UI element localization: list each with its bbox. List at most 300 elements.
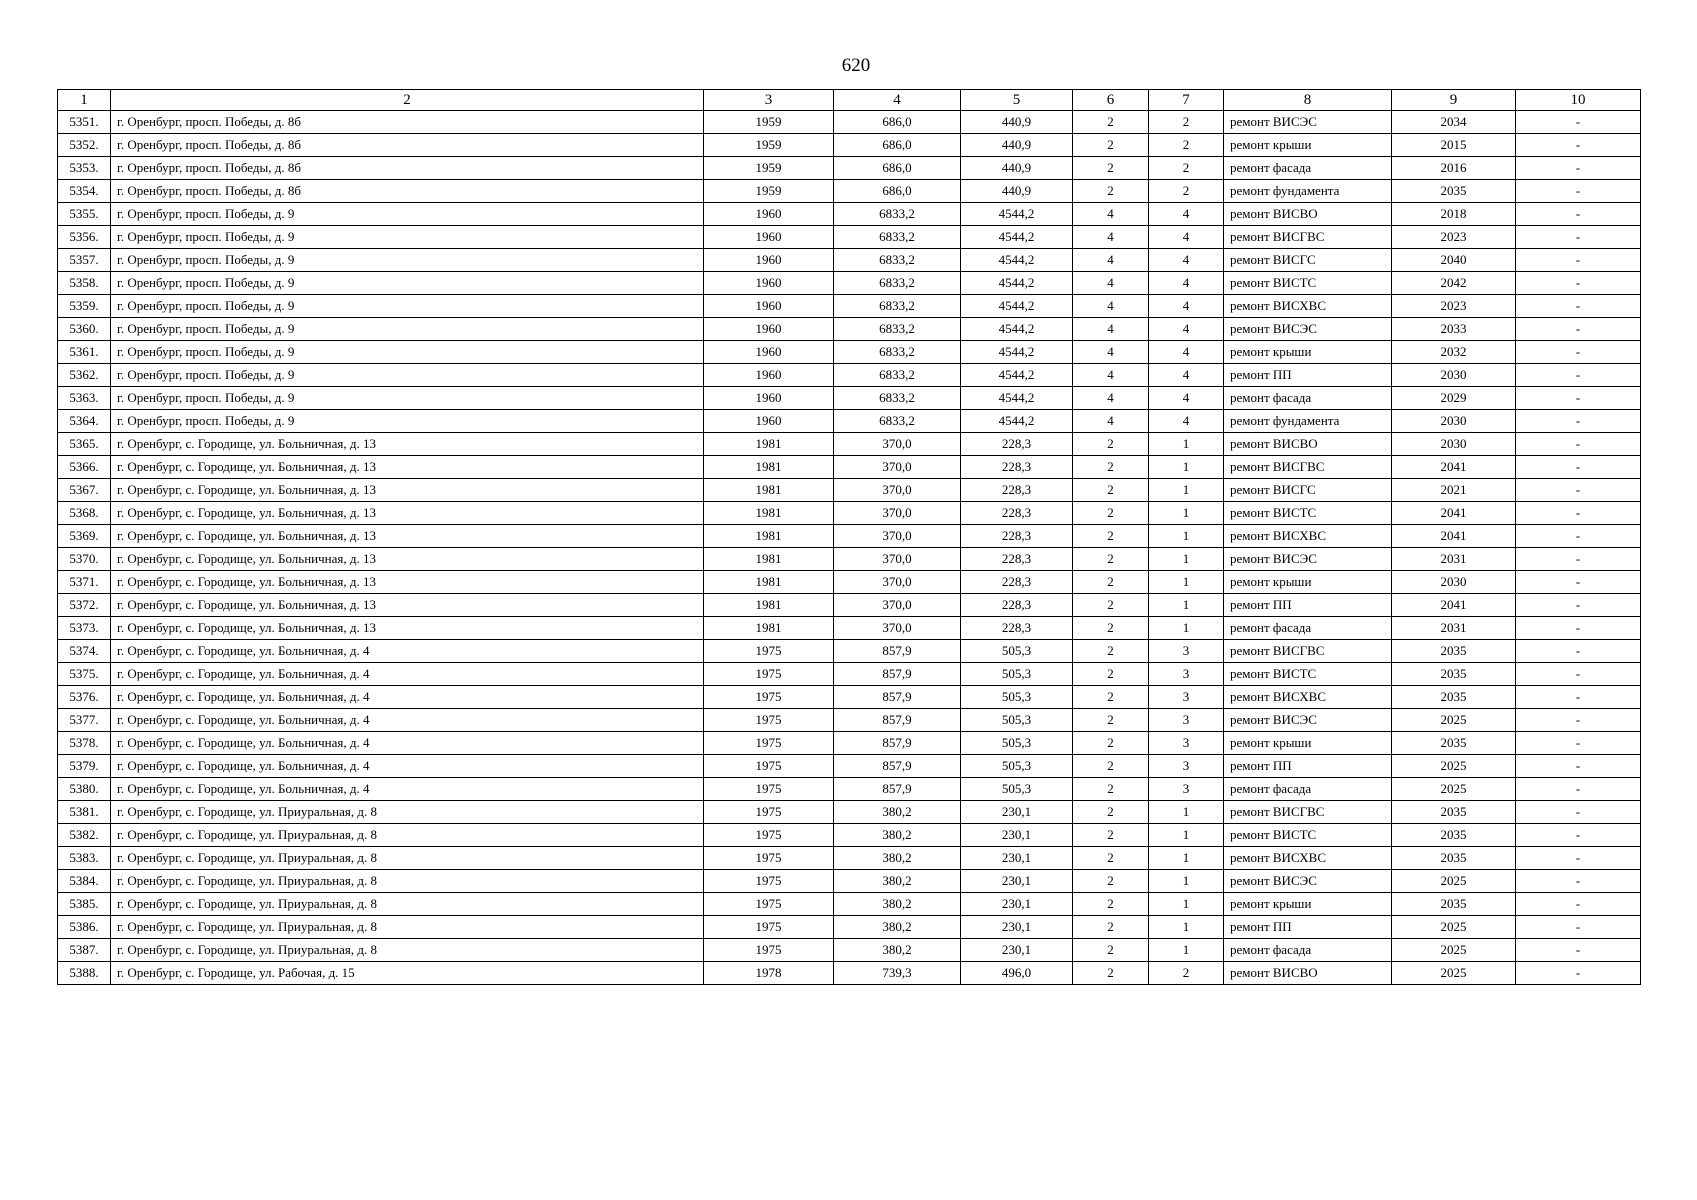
table-row bbox=[58, 571, 1641, 594]
cell-build-year: 1960 bbox=[704, 387, 834, 410]
cell-total-area: 6833,2 bbox=[834, 364, 961, 387]
cell-total-area: 857,9 bbox=[834, 709, 961, 732]
table-row bbox=[58, 686, 1641, 709]
cell-build-year: 1960 bbox=[704, 272, 834, 295]
cell-total-area: 380,2 bbox=[834, 893, 961, 916]
cell-build-year: 1975 bbox=[704, 847, 834, 870]
cell-row-number: 5356. bbox=[58, 226, 111, 249]
cell-build-year: 1981 bbox=[704, 617, 834, 640]
cell-work-type: ремонт ПП bbox=[1224, 916, 1392, 939]
cell-living-area: 228,3 bbox=[961, 502, 1073, 525]
cell-living-area: 4544,2 bbox=[961, 318, 1073, 341]
cell-entrances: 3 bbox=[1149, 663, 1224, 686]
cell-living-area: 4544,2 bbox=[961, 364, 1073, 387]
cell-planned-year: 2035 bbox=[1392, 640, 1516, 663]
cell-work-type: ремонт ВИСЭС bbox=[1224, 870, 1392, 893]
cell-row-number: 5359. bbox=[58, 295, 111, 318]
cell-floors: 2 bbox=[1073, 594, 1149, 617]
cell-planned-year: 2031 bbox=[1392, 548, 1516, 571]
cell-floors: 4 bbox=[1073, 410, 1149, 433]
cell-row-number: 5365. bbox=[58, 433, 111, 456]
cell-floors: 2 bbox=[1073, 640, 1149, 663]
cell-entrances: 1 bbox=[1149, 617, 1224, 640]
cell-work-type: ремонт фасада bbox=[1224, 939, 1392, 962]
cell-living-area: 4544,2 bbox=[961, 226, 1073, 249]
cell-floors: 2 bbox=[1073, 548, 1149, 571]
cell-build-year: 1960 bbox=[704, 249, 834, 272]
cell-work-type: ремонт ВИСГВС bbox=[1224, 226, 1392, 249]
cell-note: - bbox=[1516, 893, 1641, 916]
cell-total-area: 686,0 bbox=[834, 134, 961, 157]
cell-note: - bbox=[1516, 364, 1641, 387]
cell-floors: 2 bbox=[1073, 778, 1149, 801]
cell-build-year: 1981 bbox=[704, 571, 834, 594]
cell-build-year: 1975 bbox=[704, 686, 834, 709]
cell-living-area: 505,3 bbox=[961, 663, 1073, 686]
cell-address: г. Оренбург, просп. Победы, д. 9 bbox=[111, 387, 704, 410]
cell-note: - bbox=[1516, 318, 1641, 341]
cell-total-area: 857,9 bbox=[834, 686, 961, 709]
cell-note: - bbox=[1516, 410, 1641, 433]
cell-build-year: 1975 bbox=[704, 709, 834, 732]
cell-living-area: 4544,2 bbox=[961, 272, 1073, 295]
table-row bbox=[58, 870, 1641, 893]
table-body bbox=[58, 111, 1641, 985]
cell-planned-year: 2032 bbox=[1392, 341, 1516, 364]
cell-build-year: 1960 bbox=[704, 318, 834, 341]
cell-note: - bbox=[1516, 847, 1641, 870]
cell-address: г. Оренбург, с. Городище, ул. Приуральная, д. 8 bbox=[111, 870, 704, 893]
cell-row-number: 5380. bbox=[58, 778, 111, 801]
cell-note: - bbox=[1516, 640, 1641, 663]
cell-work-type: ремонт крыши bbox=[1224, 134, 1392, 157]
cell-living-area: 230,1 bbox=[961, 824, 1073, 847]
cell-note: - bbox=[1516, 111, 1641, 134]
table-row bbox=[58, 525, 1641, 548]
cell-entrances: 3 bbox=[1149, 778, 1224, 801]
table-row bbox=[58, 939, 1641, 962]
table-row bbox=[58, 847, 1641, 870]
column-header-5: 5 bbox=[961, 90, 1073, 111]
cell-floors: 2 bbox=[1073, 525, 1149, 548]
cell-total-area: 6833,2 bbox=[834, 410, 961, 433]
cell-row-number: 5355. bbox=[58, 203, 111, 226]
cell-total-area: 370,0 bbox=[834, 479, 961, 502]
cell-work-type: ремонт крыши bbox=[1224, 893, 1392, 916]
cell-build-year: 1959 bbox=[704, 157, 834, 180]
cell-floors: 4 bbox=[1073, 226, 1149, 249]
cell-total-area: 857,9 bbox=[834, 778, 961, 801]
cell-address: г. Оренбург, с. Городище, ул. Больничная, д. 13 bbox=[111, 479, 704, 502]
cell-address: г. Оренбург, с. Городище, ул. Приуральная, д. 8 bbox=[111, 939, 704, 962]
column-header-7: 7 bbox=[1149, 90, 1224, 111]
table-row bbox=[58, 594, 1641, 617]
cell-work-type: ремонт фундамента bbox=[1224, 410, 1392, 433]
cell-floors: 4 bbox=[1073, 364, 1149, 387]
cell-build-year: 1981 bbox=[704, 502, 834, 525]
cell-total-area: 370,0 bbox=[834, 433, 961, 456]
cell-row-number: 5362. bbox=[58, 364, 111, 387]
cell-floors: 2 bbox=[1073, 571, 1149, 594]
cell-build-year: 1975 bbox=[704, 916, 834, 939]
table-row bbox=[58, 916, 1641, 939]
cell-address: г. Оренбург, с. Городище, ул. Приуральная, д. 8 bbox=[111, 847, 704, 870]
cell-entrances: 3 bbox=[1149, 686, 1224, 709]
cell-address: г. Оренбург, с. Городище, ул. Больничная, д. 13 bbox=[111, 617, 704, 640]
cell-address: г. Оренбург, с. Городище, ул. Больничная, д. 4 bbox=[111, 709, 704, 732]
cell-work-type: ремонт ВИСГС bbox=[1224, 249, 1392, 272]
cell-total-area: 6833,2 bbox=[834, 341, 961, 364]
cell-row-number: 5368. bbox=[58, 502, 111, 525]
cell-entrances: 2 bbox=[1149, 180, 1224, 203]
cell-note: - bbox=[1516, 180, 1641, 203]
cell-build-year: 1959 bbox=[704, 180, 834, 203]
cell-planned-year: 2041 bbox=[1392, 502, 1516, 525]
cell-living-area: 4544,2 bbox=[961, 341, 1073, 364]
cell-planned-year: 2042 bbox=[1392, 272, 1516, 295]
cell-planned-year: 2035 bbox=[1392, 732, 1516, 755]
cell-row-number: 5374. bbox=[58, 640, 111, 663]
cell-build-year: 1975 bbox=[704, 939, 834, 962]
table-row bbox=[58, 157, 1641, 180]
table-row bbox=[58, 479, 1641, 502]
cell-living-area: 228,3 bbox=[961, 433, 1073, 456]
cell-work-type: ремонт фасада bbox=[1224, 157, 1392, 180]
cell-work-type: ремонт ВИСЭС bbox=[1224, 548, 1392, 571]
table-row bbox=[58, 617, 1641, 640]
cell-entrances: 3 bbox=[1149, 709, 1224, 732]
cell-floors: 2 bbox=[1073, 755, 1149, 778]
cell-living-area: 440,9 bbox=[961, 157, 1073, 180]
table-row bbox=[58, 226, 1641, 249]
cell-note: - bbox=[1516, 272, 1641, 295]
cell-work-type: ремонт ВИСХВС bbox=[1224, 295, 1392, 318]
cell-living-area: 505,3 bbox=[961, 640, 1073, 663]
cell-planned-year: 2030 bbox=[1392, 410, 1516, 433]
cell-floors: 2 bbox=[1073, 732, 1149, 755]
cell-entrances: 1 bbox=[1149, 824, 1224, 847]
table-row bbox=[58, 111, 1641, 134]
cell-address: г. Оренбург, с. Городище, ул. Больничная, д. 13 bbox=[111, 594, 704, 617]
cell-total-area: 380,2 bbox=[834, 870, 961, 893]
cell-address: г. Оренбург, с. Городище, ул. Больничная, д. 13 bbox=[111, 571, 704, 594]
cell-entrances: 4 bbox=[1149, 203, 1224, 226]
cell-note: - bbox=[1516, 479, 1641, 502]
cell-living-area: 505,3 bbox=[961, 709, 1073, 732]
cell-total-area: 6833,2 bbox=[834, 226, 961, 249]
cell-address: г. Оренбург, с. Городище, ул. Больничная, д. 13 bbox=[111, 456, 704, 479]
cell-row-number: 5371. bbox=[58, 571, 111, 594]
cell-floors: 2 bbox=[1073, 663, 1149, 686]
cell-note: - bbox=[1516, 801, 1641, 824]
cell-entrances: 2 bbox=[1149, 962, 1224, 985]
cell-build-year: 1975 bbox=[704, 778, 834, 801]
cell-note: - bbox=[1516, 617, 1641, 640]
cell-row-number: 5361. bbox=[58, 341, 111, 364]
table-row bbox=[58, 663, 1641, 686]
column-header-10: 10 bbox=[1516, 90, 1641, 111]
cell-floors: 2 bbox=[1073, 111, 1149, 134]
cell-work-type: ремонт ВИСГВС bbox=[1224, 801, 1392, 824]
cell-floors: 4 bbox=[1073, 341, 1149, 364]
cell-entrances: 3 bbox=[1149, 640, 1224, 663]
cell-planned-year: 2025 bbox=[1392, 778, 1516, 801]
cell-floors: 4 bbox=[1073, 318, 1149, 341]
cell-build-year: 1959 bbox=[704, 134, 834, 157]
cell-work-type: ремонт фасада bbox=[1224, 387, 1392, 410]
cell-total-area: 6833,2 bbox=[834, 295, 961, 318]
cell-floors: 2 bbox=[1073, 709, 1149, 732]
cell-row-number: 5372. bbox=[58, 594, 111, 617]
cell-address: г. Оренбург, с. Городище, ул. Больничная, д. 4 bbox=[111, 640, 704, 663]
cell-planned-year: 2030 bbox=[1392, 571, 1516, 594]
cell-total-area: 370,0 bbox=[834, 502, 961, 525]
cell-row-number: 5353. bbox=[58, 157, 111, 180]
cell-note: - bbox=[1516, 341, 1641, 364]
cell-row-number: 5382. bbox=[58, 824, 111, 847]
cell-living-area: 505,3 bbox=[961, 686, 1073, 709]
table-row bbox=[58, 456, 1641, 479]
cell-planned-year: 2025 bbox=[1392, 709, 1516, 732]
column-header-2: 2 bbox=[111, 90, 704, 111]
column-header-3: 3 bbox=[704, 90, 834, 111]
cell-address: г. Оренбург, с. Городище, ул. Больничная, д. 13 bbox=[111, 525, 704, 548]
cell-total-area: 6833,2 bbox=[834, 203, 961, 226]
cell-note: - bbox=[1516, 778, 1641, 801]
cell-entrances: 1 bbox=[1149, 433, 1224, 456]
table-row bbox=[58, 640, 1641, 663]
cell-work-type: ремонт фундамента bbox=[1224, 180, 1392, 203]
cell-entrances: 1 bbox=[1149, 870, 1224, 893]
cell-build-year: 1960 bbox=[704, 364, 834, 387]
cell-total-area: 857,9 bbox=[834, 640, 961, 663]
cell-row-number: 5363. bbox=[58, 387, 111, 410]
cell-planned-year: 2016 bbox=[1392, 157, 1516, 180]
cell-planned-year: 2035 bbox=[1392, 847, 1516, 870]
cell-row-number: 5377. bbox=[58, 709, 111, 732]
table-row bbox=[58, 732, 1641, 755]
cell-planned-year: 2035 bbox=[1392, 686, 1516, 709]
table-row bbox=[58, 709, 1641, 732]
cell-living-area: 440,9 bbox=[961, 111, 1073, 134]
cell-work-type: ремонт ВИСХВС bbox=[1224, 525, 1392, 548]
table-row bbox=[58, 433, 1641, 456]
table-row bbox=[58, 824, 1641, 847]
cell-build-year: 1960 bbox=[704, 410, 834, 433]
cell-work-type: ремонт ВИСХВС bbox=[1224, 686, 1392, 709]
cell-work-type: ремонт ВИСТС bbox=[1224, 272, 1392, 295]
cell-row-number: 5366. bbox=[58, 456, 111, 479]
cell-floors: 2 bbox=[1073, 962, 1149, 985]
cell-build-year: 1975 bbox=[704, 732, 834, 755]
cell-planned-year: 2025 bbox=[1392, 755, 1516, 778]
cell-work-type: ремонт ВИСЭС bbox=[1224, 709, 1392, 732]
cell-total-area: 380,2 bbox=[834, 847, 961, 870]
cell-floors: 2 bbox=[1073, 916, 1149, 939]
cell-work-type: ремонт крыши bbox=[1224, 571, 1392, 594]
cell-entrances: 1 bbox=[1149, 571, 1224, 594]
cell-work-type: ремонт ПП bbox=[1224, 364, 1392, 387]
cell-build-year: 1975 bbox=[704, 870, 834, 893]
cell-row-number: 5378. bbox=[58, 732, 111, 755]
cell-entrances: 1 bbox=[1149, 893, 1224, 916]
cell-planned-year: 2025 bbox=[1392, 870, 1516, 893]
cell-work-type: ремонт ВИСВО bbox=[1224, 433, 1392, 456]
table-row bbox=[58, 272, 1641, 295]
cell-row-number: 5367. bbox=[58, 479, 111, 502]
cell-build-year: 1960 bbox=[704, 295, 834, 318]
cell-address: г. Оренбург, просп. Победы, д. 9 bbox=[111, 341, 704, 364]
cell-total-area: 370,0 bbox=[834, 594, 961, 617]
cell-address: г. Оренбург, просп. Победы, д. 9 bbox=[111, 226, 704, 249]
cell-work-type: ремонт крыши bbox=[1224, 732, 1392, 755]
cell-entrances: 2 bbox=[1149, 111, 1224, 134]
cell-work-type: ремонт ВИСТС bbox=[1224, 502, 1392, 525]
cell-floors: 4 bbox=[1073, 387, 1149, 410]
cell-note: - bbox=[1516, 870, 1641, 893]
cell-living-area: 228,3 bbox=[961, 594, 1073, 617]
cell-note: - bbox=[1516, 226, 1641, 249]
table-row bbox=[58, 778, 1641, 801]
cell-note: - bbox=[1516, 709, 1641, 732]
cell-floors: 4 bbox=[1073, 295, 1149, 318]
cell-build-year: 1981 bbox=[704, 456, 834, 479]
cell-planned-year: 2030 bbox=[1392, 364, 1516, 387]
table-row bbox=[58, 801, 1641, 824]
cell-work-type: ремонт ВИСВО bbox=[1224, 962, 1392, 985]
cell-address: г. Оренбург, с. Городище, ул. Приуральная, д. 8 bbox=[111, 893, 704, 916]
cell-address: г. Оренбург, с. Городище, ул. Больничная, д. 4 bbox=[111, 663, 704, 686]
cell-living-area: 440,9 bbox=[961, 134, 1073, 157]
cell-entrances: 4 bbox=[1149, 341, 1224, 364]
cell-total-area: 380,2 bbox=[834, 939, 961, 962]
cell-floors: 2 bbox=[1073, 893, 1149, 916]
cell-note: - bbox=[1516, 732, 1641, 755]
cell-row-number: 5370. bbox=[58, 548, 111, 571]
cell-planned-year: 2023 bbox=[1392, 226, 1516, 249]
cell-work-type: ремонт ВИСВО bbox=[1224, 203, 1392, 226]
cell-address: г. Оренбург, просп. Победы, д. 8б bbox=[111, 111, 704, 134]
cell-living-area: 230,1 bbox=[961, 870, 1073, 893]
cell-entrances: 2 bbox=[1149, 157, 1224, 180]
cell-address: г. Оренбург, просп. Победы, д. 9 bbox=[111, 410, 704, 433]
cell-planned-year: 2041 bbox=[1392, 525, 1516, 548]
cell-build-year: 1975 bbox=[704, 801, 834, 824]
table-row bbox=[58, 410, 1641, 433]
cell-total-area: 739,3 bbox=[834, 962, 961, 985]
cell-row-number: 5358. bbox=[58, 272, 111, 295]
cell-entrances: 1 bbox=[1149, 548, 1224, 571]
cell-build-year: 1975 bbox=[704, 893, 834, 916]
cell-living-area: 505,3 bbox=[961, 732, 1073, 755]
cell-entrances: 4 bbox=[1149, 272, 1224, 295]
cell-planned-year: 2034 bbox=[1392, 111, 1516, 134]
cell-row-number: 5376. bbox=[58, 686, 111, 709]
cell-build-year: 1960 bbox=[704, 226, 834, 249]
cell-total-area: 857,9 bbox=[834, 732, 961, 755]
cell-entrances: 4 bbox=[1149, 410, 1224, 433]
cell-row-number: 5381. bbox=[58, 801, 111, 824]
cell-build-year: 1981 bbox=[704, 525, 834, 548]
cell-row-number: 5357. bbox=[58, 249, 111, 272]
cell-planned-year: 2030 bbox=[1392, 433, 1516, 456]
table-row bbox=[58, 318, 1641, 341]
cell-entrances: 1 bbox=[1149, 479, 1224, 502]
cell-row-number: 5369. bbox=[58, 525, 111, 548]
cell-address: г. Оренбург, просп. Победы, д. 9 bbox=[111, 364, 704, 387]
table-row bbox=[58, 180, 1641, 203]
cell-living-area: 4544,2 bbox=[961, 203, 1073, 226]
table-row bbox=[58, 364, 1641, 387]
table-row bbox=[58, 295, 1641, 318]
cell-floors: 2 bbox=[1073, 157, 1149, 180]
cell-build-year: 1975 bbox=[704, 824, 834, 847]
cell-address: г. Оренбург, с. Городище, ул. Больничная, д. 4 bbox=[111, 778, 704, 801]
cell-address: г. Оренбург, просп. Победы, д. 8б bbox=[111, 180, 704, 203]
cell-planned-year: 2025 bbox=[1392, 962, 1516, 985]
cell-note: - bbox=[1516, 203, 1641, 226]
cell-floors: 2 bbox=[1073, 502, 1149, 525]
cell-address: г. Оренбург, с. Городище, ул. Больничная, д. 4 bbox=[111, 732, 704, 755]
cell-total-area: 6833,2 bbox=[834, 272, 961, 295]
cell-total-area: 380,2 bbox=[834, 801, 961, 824]
cell-floors: 2 bbox=[1073, 824, 1149, 847]
cell-living-area: 228,3 bbox=[961, 571, 1073, 594]
cell-row-number: 5386. bbox=[58, 916, 111, 939]
cell-planned-year: 2035 bbox=[1392, 801, 1516, 824]
cell-entrances: 4 bbox=[1149, 318, 1224, 341]
cell-note: - bbox=[1516, 571, 1641, 594]
cell-entrances: 1 bbox=[1149, 456, 1224, 479]
cell-address: г. Оренбург, с. Городище, ул. Приуральная, д. 8 bbox=[111, 801, 704, 824]
cell-living-area: 4544,2 bbox=[961, 249, 1073, 272]
cell-entrances: 1 bbox=[1149, 939, 1224, 962]
column-header-6: 6 bbox=[1073, 90, 1149, 111]
cell-floors: 2 bbox=[1073, 180, 1149, 203]
cell-living-area: 230,1 bbox=[961, 893, 1073, 916]
column-header-4: 4 bbox=[834, 90, 961, 111]
cell-entrances: 1 bbox=[1149, 594, 1224, 617]
cell-floors: 2 bbox=[1073, 479, 1149, 502]
cell-row-number: 5388. bbox=[58, 962, 111, 985]
table-row bbox=[58, 502, 1641, 525]
cell-living-area: 230,1 bbox=[961, 847, 1073, 870]
cell-address: г. Оренбург, с. Городище, ул. Приуральная, д. 8 bbox=[111, 824, 704, 847]
cell-total-area: 380,2 bbox=[834, 916, 961, 939]
cell-floors: 2 bbox=[1073, 433, 1149, 456]
cell-build-year: 1981 bbox=[704, 479, 834, 502]
cell-living-area: 4544,2 bbox=[961, 410, 1073, 433]
cell-note: - bbox=[1516, 157, 1641, 180]
cell-note: - bbox=[1516, 755, 1641, 778]
cell-entrances: 4 bbox=[1149, 295, 1224, 318]
cell-entrances: 4 bbox=[1149, 226, 1224, 249]
cell-planned-year: 2035 bbox=[1392, 663, 1516, 686]
cell-work-type: ремонт ВИСТС bbox=[1224, 663, 1392, 686]
cell-address: г. Оренбург, с. Городище, ул. Больничная, д. 13 bbox=[111, 502, 704, 525]
cell-address: г. Оренбург, с. Городище, ул. Больничная, д. 4 bbox=[111, 755, 704, 778]
cell-floors: 4 bbox=[1073, 272, 1149, 295]
cell-planned-year: 2031 bbox=[1392, 617, 1516, 640]
cell-note: - bbox=[1516, 686, 1641, 709]
cell-note: - bbox=[1516, 456, 1641, 479]
cell-floors: 2 bbox=[1073, 134, 1149, 157]
cell-planned-year: 2025 bbox=[1392, 916, 1516, 939]
cell-build-year: 1960 bbox=[704, 341, 834, 364]
cell-planned-year: 2018 bbox=[1392, 203, 1516, 226]
cell-planned-year: 2035 bbox=[1392, 893, 1516, 916]
cell-note: - bbox=[1516, 824, 1641, 847]
